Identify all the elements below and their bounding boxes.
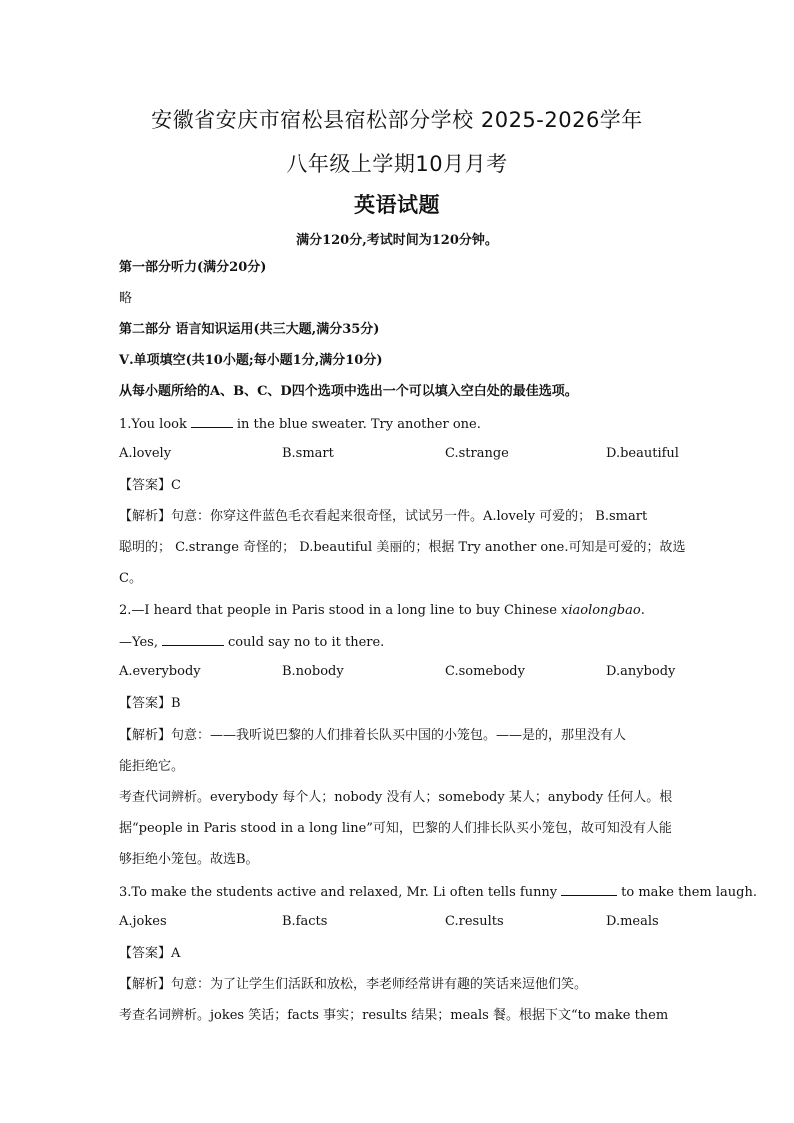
answer-blank <box>561 883 617 896</box>
question-3-stem-end: to make them laugh. <box>621 885 757 900</box>
question-3-analysis-line1: 【解析】句意：为了让学生们活跃和放松，李老师经常讲有趣的笑话来逗他们笑。 <box>119 977 588 992</box>
question-3-analysis-line2: 考查名词辨析。jokes 笑话；facts 事实；results 结果；meals 餐。根据下文“to make them <box>119 1008 669 1023</box>
question-1-analysis-line2: 聪明的； C.strange 奇怪的； D.beautiful 美丽的；根据 Try another one.可知是可爱的；故选 <box>119 540 686 555</box>
question-3-answer: 【答案】A <box>119 946 181 961</box>
section5-heading: Ⅴ.单项填空(共10小题;每小题1分,满分10分) <box>119 353 383 368</box>
question-2-stem-italic: xiaolongbao <box>561 603 641 618</box>
question-1-option-a: A.lovely <box>119 446 172 461</box>
question-2-option-c: C.somebody <box>445 664 525 679</box>
question-2-analysis-line3: 考查代词辨析。everybody 每个人；nobody 没有人；somebody 某人；anybody 任何人。根 <box>119 790 673 805</box>
question-1-stem <box>119 415 481 434</box>
question-3-option-c: C.results <box>445 914 504 929</box>
exam-subject-title: 英语试题 <box>354 193 440 217</box>
question-2-option-b: B.nobody <box>282 664 344 679</box>
question-2-stem-start: 2.—I heard that people in Paris stood in a long line to buy Chinese <box>119 603 557 618</box>
question-2-stem <box>119 602 645 620</box>
question-3-stem <box>119 883 757 902</box>
question-1-analysis-line1: 【解析】句意：你穿这件蓝色毛衣看起来很奇怪，试试另一件。A.lovely 可爱的； B.smart <box>119 509 648 524</box>
exam-title-line2: 八年级上学期10月月考 <box>286 152 508 176</box>
question-2-reply <box>119 633 384 652</box>
instruction-text: 从每小题所给的A、B、C、D四个选项中选出一个可以填入空白处的最佳选项。 <box>119 384 578 399</box>
exam-title-line1: 安徽省安庆市宿松县宿松部分学校 2025-2026学年 <box>151 108 643 132</box>
part1-heading: 第一部分听力(满分20分) <box>119 260 267 275</box>
question-2-answer: 【答案】B <box>119 696 181 711</box>
question-2-analysis-line2: 能拒绝它。 <box>119 759 185 774</box>
question-2-option-a: A.everybody <box>119 664 201 679</box>
question-2-reply-end: could say no to it there. <box>227 635 385 650</box>
answer-blank <box>191 415 233 428</box>
question-1-stem-end: in the blue sweater. Try another one. <box>236 417 481 432</box>
question-3-option-a: A.jokes <box>119 914 167 929</box>
question-1-stem-start: 1.You look <box>119 417 187 432</box>
question-2-reply-start: —Yes, <box>119 635 158 650</box>
score-note: 满分120分,考试时间为120分钟。 <box>296 233 498 248</box>
part1-body: 略 <box>119 291 133 306</box>
question-3-option-d: D.meals <box>606 914 659 929</box>
question-1-option-d: D.beautiful <box>606 446 679 461</box>
question-1-option-c: C.strange <box>445 446 509 461</box>
question-1-answer: 【答案】C <box>119 478 181 493</box>
question-2-analysis-line4: 据“people in Paris stood in a long line”可知，巴黎的人们排长队买小笼包，故可知没有人能 <box>119 821 672 836</box>
part2-heading: 第二部分 语言知识运用(共三大题,满分35分) <box>119 322 380 337</box>
question-2-stem-period: . <box>640 603 645 618</box>
question-2-analysis-line1: 【解析】句意：——我听说巴黎的人们排着长队买中国的小笼包。——是的，那里没有人 <box>119 728 627 743</box>
question-1-option-b: B.smart <box>282 446 334 461</box>
question-2-analysis-line5: 够拒绝小笼包。故选B。 <box>119 852 259 867</box>
question-3-option-b: B.facts <box>282 914 328 929</box>
question-3-stem-start: 3.To make the students active and relaxed, Mr. Li often tells funny <box>119 885 558 900</box>
answer-blank <box>162 633 224 646</box>
question-2-option-d: D.anybody <box>606 664 676 679</box>
question-1-analysis-line3: C。 <box>119 571 142 586</box>
